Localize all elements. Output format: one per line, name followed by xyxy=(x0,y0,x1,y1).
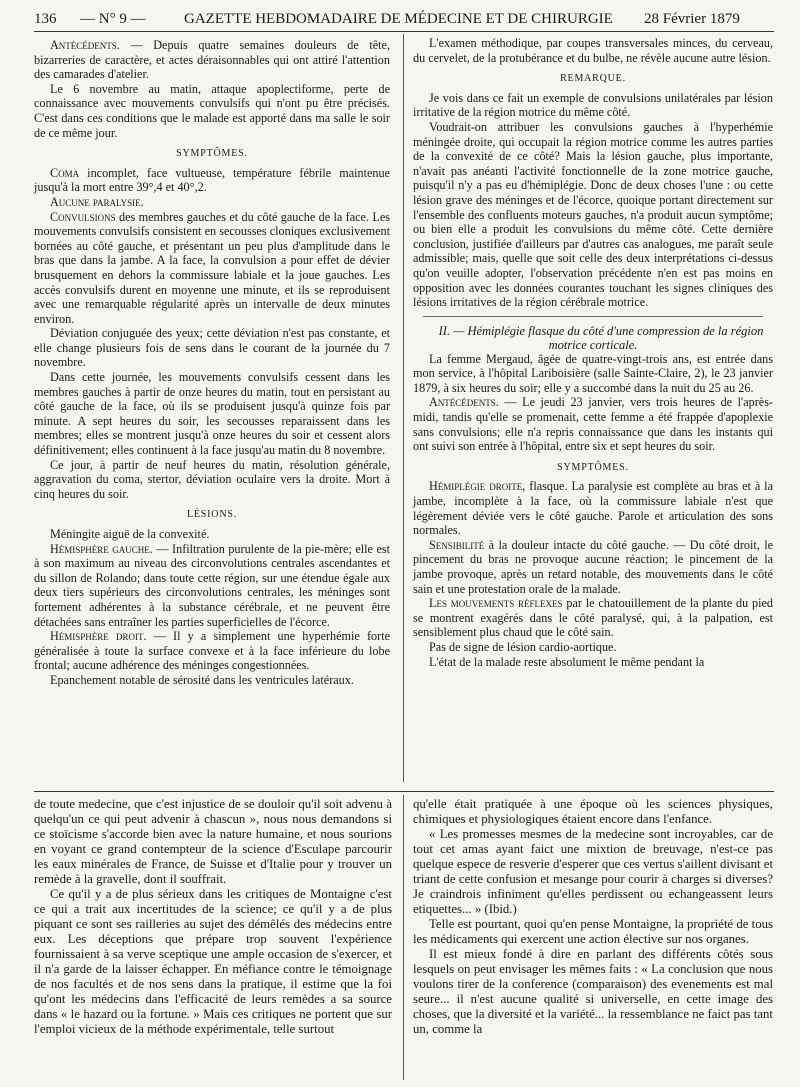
paragraph-lead: Hémisphère gauche. xyxy=(50,541,153,556)
paragraph xyxy=(34,326,390,370)
page-number: 136 xyxy=(34,11,57,27)
paragraph-text: L'état de la malade reste absolument le même pendant la xyxy=(429,654,705,669)
paragraph xyxy=(413,596,773,640)
section-heading: SYMPTÔMES. xyxy=(176,148,248,160)
paragraph-text: flasque. La paralysie est complète au bras et à la jambe, incomplète à la face, où la commissure labiale n'est que légèrement déviée vers le côté gauche. Parole et articulation des sons normales. xyxy=(413,479,773,538)
header-rule xyxy=(34,31,774,32)
paragraph-text: Méningite aiguë de la convexité. xyxy=(50,527,210,541)
paragraph xyxy=(413,827,773,917)
paragraph-text: — Le jeudi 23 janvier, vers trois heures de l'après-midi, tandis qu'elle se promenait, cette femme a été frappée d'apoplexie sans convulsions; elle n'a repris connaissance que dans les instants qui ont suivi son entrée à l'hôpital, entre six et sept heures du soir. xyxy=(413,395,773,454)
paragraph-lead: Hémisphère droit. xyxy=(50,629,147,644)
issue-date: 28 Février 1879 xyxy=(644,11,740,27)
paragraph-text: de toute medecine, que c'est injustice de se douloir qu'il soit advenu à quelqu'un ce qui peut advenir à chascun », nous nous demandons si ce stoïcisme s'accorde bien avec la nature humaine, et nous sourions en voyant ce grand contempteur de la science d'Esculape parcourir les eaux minérales de France, de Suisse et d'Italie pour y trouver un remède à la gravelle, dont il souffrait. xyxy=(34,797,392,886)
paragraph-text: — Infiltration purulente de la pie-mère; elle est à son maximum au niveau des circonvolutions centrales ascendantes et du sillon de Rolando; dans toute cette région, sur une étendue égale aux deux tiers supérieurs des circonvolutions centrales, les méninges sont fortement adhérentes à la substance cérébrale, et ne peuvent être détachées sans entraîner les parties superficielles de l'écorce. xyxy=(34,541,390,629)
paragraph-lead: Convulsions xyxy=(50,209,116,224)
paragraph xyxy=(413,797,773,827)
paragraph xyxy=(34,195,390,210)
section-heading: SYMPTÔMES. xyxy=(557,461,629,473)
paragraph xyxy=(413,479,773,537)
paragraph xyxy=(34,38,390,82)
paragraph-text: Dans cette journée, les mouvements convulsifs cessent dans les membres gauches à partir de onze heures du matin, tout en persistant au côté gauche de la face, où ils se produisent jusqu'à quinze fois par minute. A sept heures du soir, les secousses reparaissent dans les membres; elles se montrent jusqu'à onze heures du soir et cessent alors définitivement; elles continuent à la face jusqu'au matin du 8 novembre. xyxy=(34,370,390,458)
paragraph-text: Pas de signe de lésion cardio-aortique. xyxy=(429,639,617,654)
paragraph-text: L'examen méthodique, par coupes transversales minces, du cerveau, du cervelet, de la protubérance et du bulbe, ne révèle aucune autre lésion. xyxy=(413,36,773,65)
paragraph-lead: Hémiplégie droite, xyxy=(429,479,526,494)
column-divider-bottom xyxy=(403,795,404,1080)
paragraph-lead: Aucune paralysie. xyxy=(50,194,144,209)
paragraph xyxy=(34,673,390,688)
paragraph-lead: Coma xyxy=(50,165,80,180)
paragraph-text: Epanchement notable de sérosité dans les ventricules latéraux. xyxy=(50,672,354,687)
paragraph xyxy=(34,629,390,673)
paragraph-lead: Antécédents. xyxy=(429,395,499,410)
section-heading: REMARQUE. xyxy=(560,73,626,85)
paragraph xyxy=(413,36,773,65)
paragraph xyxy=(34,82,390,140)
paragraph-text: Le 6 novembre au matin, attaque apoplectiforme, perte de connaissance avec mouvements convulsifs qui n'ont pu être précisés. C'est dans ces conditions que le malade est apporté dans ma salle le soir de ce même jour. xyxy=(34,81,390,140)
paragraph-text: Telle est pourtant, quoi qu'en pense Montaigne, la propriété de tous les médicaments qui exercent une action élective sur nos organes. xyxy=(413,917,773,946)
paragraph-text: incomplet, face vultueuse, température fébrile maintenue jusqu'à la mort entre 39°,4 et 40°,2. xyxy=(34,165,390,195)
paragraph-text: — Depuis quatre semaines douleurs de tête, bizarreries de caractère, et actes déraisonnables qui ont attiré l'attention des camarades d'atelier. xyxy=(34,38,390,82)
right-column-top xyxy=(413,36,773,669)
paragraph xyxy=(34,458,390,502)
section-rule xyxy=(423,316,763,317)
issue-number: — N° 9 — xyxy=(80,11,146,27)
paragraph-text: Déviation conjuguée des yeux; cette déviation n'est pas constante, et elle change plusieurs fois de sens dans le courant de la journée du 7 novembre. xyxy=(34,326,390,370)
paragraph-text: Il est mieux fondé à dire en parlant des différents côtés sous lesquels on peut envisager les mêmes faits : « La conclusion que nous voulons tirer de la conference (comparaison) des evenements est mal seure... il n'est aucune qualité si universelle, en cette image des choses, que la diversité et la variété... la ressemblance ne faict pas tant un, comme la xyxy=(413,947,773,1036)
paragraph xyxy=(413,640,773,655)
paragraph-text: Je vois dans ce fait un exemple de convulsions unilatérales par lésion irritative de la région motrice du même côté. xyxy=(413,90,773,120)
paragraph-lead: Antécédents. xyxy=(50,38,120,52)
paragraph xyxy=(413,91,773,120)
paragraph xyxy=(34,210,390,327)
feuilleton-rule xyxy=(34,791,774,792)
paragraph xyxy=(34,797,392,887)
paragraph-text: Ce qu'il y a de plus sérieux dans les critiques de Montaigne c'est ce qui a trait aux incertitudes de la science; ce qu'il y a de plus piquant ce sont ses railleries au sujet des démêlés des médecins entre eux. Les déceptions que prépare trop souvent l'expérience fournissaient à sa verve sceptique une ample occasion de s'exercer, et il n'a garde de la laisser échapper. En méfiance contre le témoignage de nos facultés et de nos sens dans la pratique, il estime que la foi qu'ont les médecins dans l'efficacité de leurs remèdes a sa source dans « le hazard ou la fortune. » Mais ces critiques ne portent que sur l'emploi vicieux de la méthode expérimentale, telle surtout xyxy=(34,887,392,1036)
paragraph-text: — Il y a simplement une hyperhémie forte généralisée à toute la surface convexe et à la face inférieure du lobe frontal; aucune adhérence des méninges congestionnées. xyxy=(34,629,390,673)
page-header xyxy=(34,11,774,31)
left-column-top xyxy=(34,38,390,688)
paragraph xyxy=(34,370,390,458)
right-column-bottom xyxy=(413,797,773,1037)
paragraph xyxy=(413,917,773,947)
paragraph-text: des membres gauches et du côté gauche de la face. Les mouvements convulsifs consistent en secousses cloniques exclusivement bornées au côté gauche, et présentant un peu plus d'amplitude dans le bras que dans la jambe. A la face, la convulsion a pour effet de dévier brusquement en dehors la commissure labiale et la joue gauches. Les accès convulsifs durent en moyenne une minute, et ils se reproduisent avec une remarquable régularité après un intervalle de deux minutes environ. xyxy=(34,209,390,326)
paragraph-text: Voudrait-on attribuer les convulsions gauches à l'hyperhémie méningée droite, qui occupait la région motrice comme les autres parties de la convexité de ce côté? Mais la lésion gauche, plus importante, n'avait pas anéanti l'activité fonctionnelle de la zone motrice gauche, puisqu'il n'y a pas eu d'hémiplégie. Donc de deux choses l'une : ou cette lésion grave des méninges et de l'écorce, quoique portant directement sur l'ensemble des confluents moteurs gauches, n'a produit aucun symptôme; ou bien elle a produit les convulsions du même côté. Cette dernière conclusion, justifiée d'ailleurs par d'autres cas analogues, me paraît seule admissible; mais, quelle que soit celle des deux interprétations ci-dessus qu'on veuille adopter, l'observation précédente n'en est pas moins en opposition avec les données courantes touchant les signes cliniques des lésions irritatives de la région cérébrale motrice. xyxy=(413,119,773,310)
paragraph-text: à la douleur intacte du côté gauche. — Du côté droit, le pincement du bras ne provoque aucune réaction; le pincement de la jambe provoque, après un retard notable, des mouvements dans le côté sain et une protestation orale de la malade. xyxy=(413,537,773,596)
paragraph-text: Ce jour, à partir de neuf heures du matin, résolution générale, aggravation du coma, stertor, déviation oculaire vers la droite. Mort à cinq heures du soir. xyxy=(34,457,390,501)
paragraph-text: qu'elle était pratiquée à une époque où les sciences physiques, chimiques et physiologiques étaient encore dans l'enfance. xyxy=(413,797,773,826)
journal-title: GAZETTE HEBDOMADAIRE DE MÉDECINE ET DE CHIRURGIE xyxy=(184,11,613,27)
paragraph-text: La femme Mergaud, âgée de quatre-vingt-trois ans, est entrée dans mon service, à l'hôpital Lariboisière (salle Sainte-Claire, 2), le 23 janvier 1879, à six heures du soir; elle y a succombé dans la nuit du 25 au 26. xyxy=(413,351,773,395)
section-heading: LÉSIONS. xyxy=(186,509,237,521)
paragraph-lead: Les mouvements réflexes xyxy=(429,596,563,611)
paragraph xyxy=(34,527,390,542)
paragraph xyxy=(413,947,773,1037)
paragraph xyxy=(413,395,773,453)
paragraph-text: par le chatouillement de la plante du pied se montrent exagérés dans le côté paralysé, qui, à la palpation, est sensiblement plus chaud que le côté sain. xyxy=(413,596,774,640)
column-divider-top xyxy=(403,34,404,782)
paragraph-text: « Les promesses mesmes de la medecine sont incroyables, car de tout cet amas ayant faict une mixtion de breuvage, n'est-ce pas quelque espece de resverie d'esperer que ces vertus s'aillent divisant et triant de cette confusion et mesange pour courir à charges si diverses? Je craindrois infiniment qu'elles perdissent ou echangeassent leurs etiquettes... » (Ibid.) xyxy=(413,827,773,916)
paragraph xyxy=(413,120,773,310)
paragraph-lead: Sensibilité xyxy=(429,537,485,552)
paragraph xyxy=(34,166,390,195)
paragraph xyxy=(413,352,773,396)
paragraph xyxy=(413,538,773,596)
paragraph xyxy=(34,887,392,1037)
left-column-bottom xyxy=(34,797,392,1037)
paragraph xyxy=(413,655,773,670)
case-title: II. — Hémiplégie flasque du côté d'une compression de la région motrice corticale. xyxy=(438,323,764,352)
paragraph xyxy=(34,542,390,630)
